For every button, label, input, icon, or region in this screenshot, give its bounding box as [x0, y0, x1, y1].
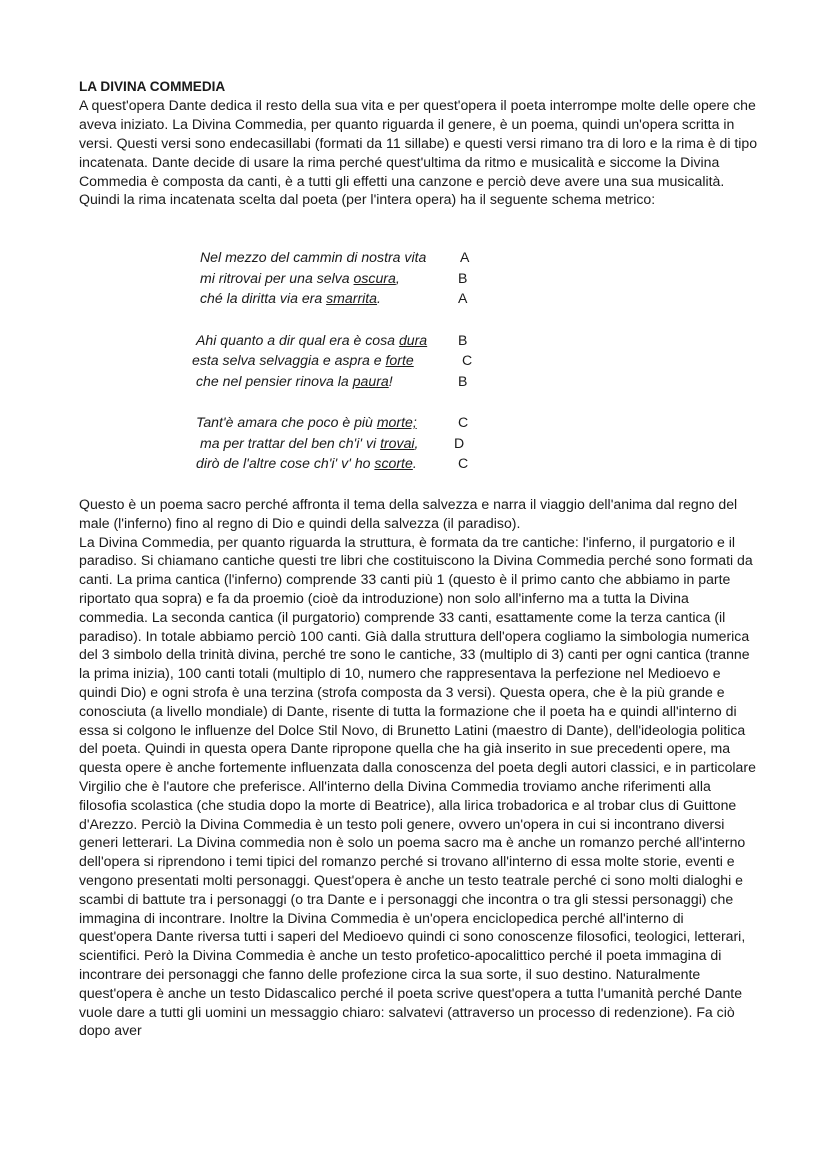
rhyme-letter: B [458, 269, 468, 286]
poem-excerpt [192, 247, 492, 474]
verse-line: Nel mezzo del cammin di nostra vita A [200, 247, 492, 268]
rhyme-letter: A [460, 249, 470, 265]
document-title: LA DIVINA COMMEDIA [79, 79, 226, 94]
rhyme-letter: D [454, 434, 465, 451]
body-paragraph-2: La Divina Commedia, per quanto riguarda la struttura, è formata da tre cantiche: l'inferno, il purgatorio e il paradiso. Si chiamano cantiche questi tre libri che costituiscono la Divina Commedia perché sono formati da canti. La prima cantica (l'inferno) comprende 33 canti più 1 (questo è il primo canto che abbiamo in parte riportato qua sopra) e fa da proemio (cioè da introduzione) non solo all'inferno ma a tutta la Divina commedia. La seconda cantica (il purgatorio) comprende 33 canti, esattamente come la terza cantica (il paradiso). In totale abbiamo perciò 100 canti. Già dalla struttura dell'opera cogliamo la simbologia numerica del 3 simbolo della trinità divina, perché tre sono le cantiche, 33 (multiplo di 3) canti per ogni cantica (tranne la prima inizia), 100 canti totali (multiplo di 10, numero che rappresentava la perfezione nel Medioevo e quindi Dio) e ogni strofa è una terzina (strofa composta da 3 versi). Questa opera, che è la più grande e conosciuta (a livello mondiale) di Dante, risente di tutta la formazione che il poeta ha e quindi all'interno di essa si colgono le influenze del Dolce Stil Novo, di Brunetto Latini (maestro di Dante), dell'ideologia politica del poeta. Quindi in questa opera Dante ripropone quella che ha già inserito in sue precedenti opere, ma questa opere è anche fortemente influenzata dalla conoscenza del poeta degli autori classici, e in particolare Virgilio che è l'autore che preferisce. All'interno della Divina Commedia troviamo anche riferimenti alla filosofia scolastica (che studia dopo la morte di Beatrice), alla lirica trobadorica e al trobar clus di Guittone d'Arezzo. Perciò la Divina Commedia è un testo poli genere, ovvero un'opera in cui si incontrano diversi generi letterari. La Divina commedia non è solo un poema sacro ma è anche un romanzo perché all'interno dell'opera si riprendono i temi tipici del romanzo perché si trovano all'interno di essa molte storie, eventi e vengono presentati molti personaggi. Quest'opera è anche un testo teatrale perché ci sono molti dialoghi e scambi di battute tra i personaggi (o tra Dante e i personaggi che incontra o tra gli stessi personaggi) che immagina di incontrare. Inoltre la Divina Commedia è un'opera enciclopedica perché all'interno di quest'opera Dante riversa tutti i saperi del Medioevo quindi ci sono conoscenze filosofici, teologici, letterari, scientifici. Però la Divina Commedia è anche un testo profetico-apocalittico perché il poeta immagina di incontrare dei personaggi che fanno delle profezione circa la sua sorte, il suo destino. Naturalmente quest'opera è anche un testo Didascalico perché il poeta scrive quest'opera a tutta l'umanità perché Dante vuole dare a tutti gli uomini un messaggio chiaro: salvatevi (attraverso un processo di redenzione). Fa ciò dopo aver [79, 533, 756, 1039]
rhyme-letter: B [458, 331, 468, 348]
rhyme-letter: C [462, 352, 473, 368]
verse-line: Ahi quanto a dir qual era è cosa dura B [196, 330, 492, 351]
verse-line: che nel pensier rinova la paura! B [196, 371, 492, 392]
verse-line: dirò de l'altre cose ch'i' v' ho scorte. C [196, 453, 492, 474]
body-section [79, 495, 759, 1040]
body-paragraph-1: Questo è un poema sacro perché affronta il tema della salvezza e narra il viaggio dell'anima dal regno del male (l'inferno) fino al regno di Dio e quindi della salvezza (il paradiso). [79, 496, 738, 531]
rhyme-letter: C [458, 414, 469, 430]
verse-line: Tant'è amara che poco è più morte; C [196, 412, 492, 433]
verse-line: mi ritrovai per una selva oscura, B [200, 268, 492, 289]
intro-paragraph [79, 96, 759, 209]
verse-line: ché la diritta via era smarrita. A [200, 288, 492, 309]
intro-text: A quest'opera Dante dedica il resto della sua vita e per quest'opera il poeta interrompe molte delle opere che aveva iniziato. La Divina Commedia, per quanto riguarda il genere, è un poema, quindi un'opera scritta in versi. Questi versi sono endecasillabi (formati da 11 sillabe) e questi versi rimano tra di loro e la rima è di tipo incatenata. Dante decide di usare la rima perché quest'ultima da ritmo e musicalità e siccome la Divina Commedia è composta da canti, è a tutti gli effetti una canzone e perciò deve avere una sua musicalità. Quindi la rima incatenata scelta dal poeta (per l'intera opera) ha il seguente schema metrico: [79, 97, 758, 208]
verse-line: esta selva selvaggia e aspra e forte C [192, 350, 492, 371]
stanza-2 [192, 330, 492, 392]
stanza-1 [200, 247, 492, 309]
verse-line: ma per trattar del ben ch'i' vi trovai, D [200, 433, 492, 454]
stanza-3 [196, 412, 492, 474]
document-page [79, 78, 759, 209]
rhyme-letter: A [458, 290, 468, 306]
rhyme-letter: C [458, 455, 469, 471]
rhyme-letter: B [458, 372, 468, 389]
